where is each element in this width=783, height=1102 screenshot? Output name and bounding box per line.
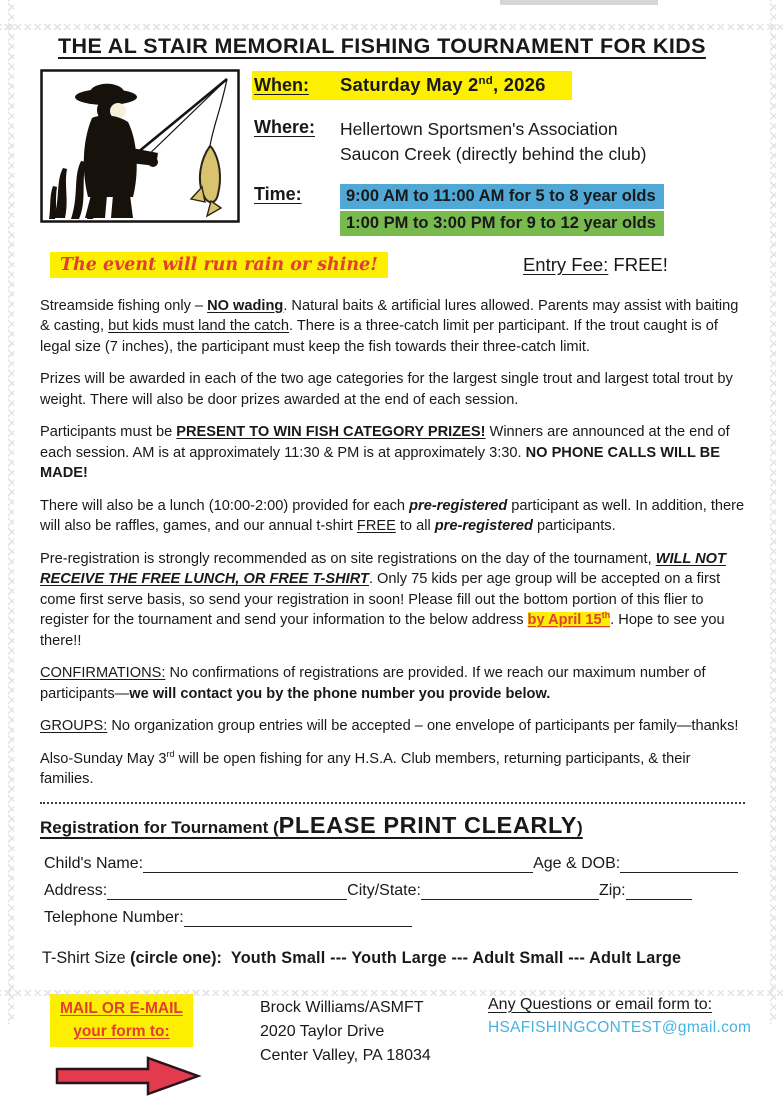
form-line-telephone [44,909,745,927]
entry-fee-label: Entry Fee: [522,253,609,275]
sender-name: Brock Williams/ASMFT [260,998,424,1016]
deadline-ordinal: th [601,610,611,621]
questions-label: Any Questions or email form to: [488,995,713,1013]
when-date-ordinal: nd [478,74,493,87]
when-value [340,74,546,96]
paragraph-present-to-win [40,422,745,484]
email-address: HSAFISHINGCONTEST@gmail.com [488,1018,752,1036]
mail-note-line1: MAIL OR E-MAIL [60,999,183,1017]
sender-street: 2020 Taylor Drive [260,1022,385,1040]
text-segment: No confirmations of registrations are provided. If we reach our maximum number of participants— [40,665,706,702]
zip-label: Zip: [598,881,626,899]
april-deadline-highlight [528,612,611,628]
when-year: , 2026 [492,74,546,95]
text-segment: . Natural baits & artificial lures allowed. Parents may assist with baiting & casting, [40,297,739,335]
entry-fee-value: FREE! [608,253,668,275]
city-state-blank[interactable] [421,882,599,900]
when-row [252,71,572,100]
address-blank[interactable] [107,882,347,900]
time-label-text: Time: [254,183,302,204]
dotted-divider [40,802,745,804]
telephone-blank[interactable] [184,909,412,927]
when-label [254,75,340,96]
footer-section [50,994,752,1102]
entry-fee [523,254,668,276]
paragraph-prizes: Prizes will be awarded in each of the two age categories for the largest single trout and largest total trout by weight. There will also be door prizes awarded at the end of each session. [40,371,733,408]
groups-heading: GROUPS: [40,718,108,735]
childs-name-label: Child's Name: [44,854,144,872]
questions-column [488,994,751,1102]
free-emphasis: FREE [356,518,396,535]
where-label-text: Where: [254,117,316,137]
text-segment: to all [395,518,435,535]
tshirt-size-row [42,949,745,968]
page-title: THE AL STAIR MEMORIAL FISHING TOURNAMENT FOR KIDS [58,34,706,58]
subheader-row [50,252,745,278]
may3-ordinal: rd [166,748,175,759]
paragraph-pre-registration [40,549,745,652]
childs-name-blank[interactable] [143,855,533,873]
registration-heading-text: Registration for Tournament ( [40,817,279,837]
text-segment: . There is a three-catch limit per participant. If the trout caught is of legal size (7 inches), the participant must keep the fish towards their three-catch limit. [40,318,718,355]
age-dob-blank[interactable] [620,855,738,873]
registration-heading-close: ) [577,817,583,837]
no-phone-calls-emphasis: NO PHONE CALLS WILL BE MADE! [40,444,720,482]
tshirt-size-label: T-Shirt Size [42,948,131,967]
where-value [340,117,646,168]
deadline-date: by April 15 [527,612,602,629]
land-catch-emphasis: but kids must land the catch [108,318,290,335]
address-label: Address: [44,881,108,899]
no-wading-emphasis: NO wading [207,297,284,314]
text-segment: There will also be a lunch (10:00-2:00) provided for each [40,497,410,514]
where-line1: Hellertown Sportsmen's Association [340,119,618,139]
mail-note-line2: your form to: [73,1023,170,1040]
header-section [40,69,745,236]
when-label-text: When: [254,75,309,95]
text-segment: participant as well. In addition, there will also be raffles, games, and our annual t-shirt [40,497,745,535]
event-info [254,69,745,236]
circle-one-label: (circle one): [130,948,222,967]
form-line-address [44,882,745,900]
present-to-win-emphasis: PRESENT TO WIN FISH CATEGORY PRIZES! [176,424,486,441]
paragraph-lunch [40,496,745,537]
time-slot-am: 9:00 AM to 11:00 AM for 5 to 8 year olds [340,184,664,209]
contact-phone-emphasis: we will contact you by the phone number you provide below. [129,685,551,702]
text-segment: Pre-registration is strongly recommended as on site registrations on the day of the tournament, [40,550,656,567]
time-slot-pm: 1:00 PM to 3:00 PM for 9 to 12 year olds [340,211,664,236]
text-segment: participants. [532,518,616,535]
fisher-clipart [40,69,240,236]
mail-instruction-column [50,994,260,1102]
text-segment: Participants must be [40,424,177,441]
where-label [254,117,340,138]
pre-registered-emphasis: pre-registered [409,497,508,514]
sender-address [260,994,488,1102]
time-label [254,184,340,205]
print-clearly-emphasis: PLEASE PRINT CLEARLY [278,811,578,838]
text-segment: Streamside fishing only – [40,297,208,314]
mail-note [50,994,193,1048]
paragraph-confirmations [40,663,745,704]
registration-heading [40,812,745,839]
age-dob-label: Age & DOB: [533,854,621,872]
paragraph-groups [40,716,745,737]
fisher-clipart-image [40,69,240,223]
confirmations-heading: CONFIRMATIONS: [40,665,166,682]
sender-city: Center Valley, PA 18034 [260,1046,431,1064]
paragraph-streamside [40,296,745,358]
form-line-name [44,855,745,873]
text-segment: Winners are announced at the end of each session. AM is at approximately 11:30 & PM is at approximately 3:30. [40,424,730,461]
text-segment: . Only 75 kids per age group will be accepted on a first come first serve basis, so send your registration in soon! Please fill out the bottom portion of this flier to register for the tournament and send your information to the below address [40,571,721,629]
tshirt-options: Youth Small --- Youth Large --- Adult Small --- Adult Large [230,948,682,967]
arrow-right-icon [52,1055,260,1102]
when-date: Saturday May 2 [340,74,479,95]
scan-artifact [500,0,658,5]
time-value [340,184,664,236]
text-segment: No organization group entries will be accepted – one envelope of participants per family—thanks! [107,718,739,735]
paragraph-open-fishing [40,749,745,790]
body-text [40,296,745,790]
text-segment: . Hope to see you there!! [40,612,725,649]
text-segment: Also-Sunday May 3 [40,750,167,767]
will-not-receive-emphasis: WILL NOT RECEIVE THE FREE LUNCH, OR FREE T-SHIRT [40,550,726,588]
zip-blank[interactable] [626,882,692,900]
where-line2: Saucon Creek (directly behind the club) [340,144,647,165]
text-segment: will be open fishing for any H.S.A. Club members, returning participants, & their families. [40,750,691,788]
spacer [222,949,231,967]
where-row [254,117,745,168]
time-row [254,184,745,236]
pre-registered-emphasis: pre-registered [434,518,533,535]
rain-or-shine-note: The event will run rain or shine! [50,252,388,278]
city-state-label: City/State: [347,881,421,899]
telephone-label: Telephone Number: [44,908,184,926]
